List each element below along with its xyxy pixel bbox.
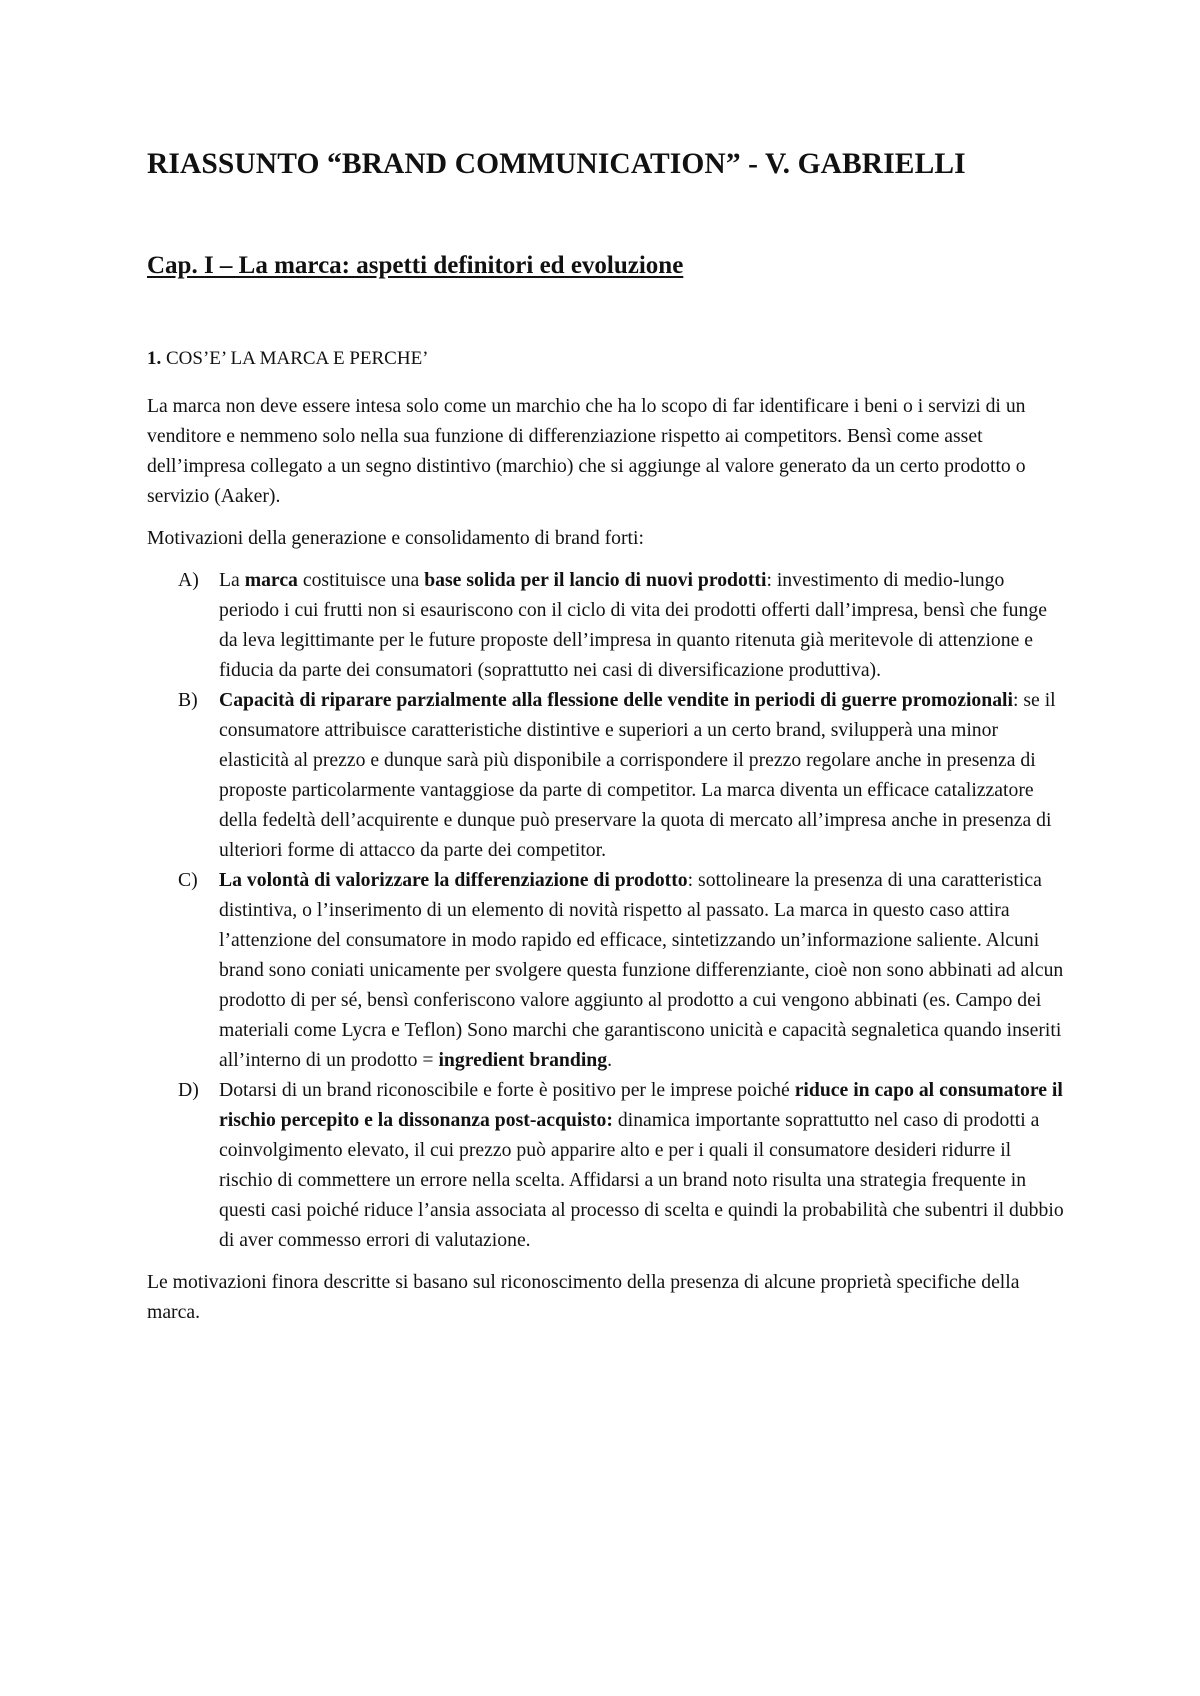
document-body: [147, 391, 1069, 1327]
closing-paragraph: Le motivazioni finora descritte si basano sul riconoscimento della presenza di alcune proprietà specifiche della marca.: [147, 1271, 1020, 1323]
motivations-lead: Motivazioni della generazione e consolidamento di brand forti:: [147, 527, 644, 549]
section-title: COS’E’ LA MARCA E PERCHE’: [161, 348, 429, 369]
item-bold-text: base solida per il lancio di nuovi prodotti: [424, 569, 767, 591]
section-heading: [147, 348, 429, 370]
item-text: .: [607, 1049, 613, 1071]
list-item: [178, 865, 1069, 1075]
motivations-list: [147, 565, 1069, 1255]
item-bold-text: Capacità di riparare parzialmente alla flessione delle vendite in periodi di guerre promozionali: [219, 689, 1013, 711]
list-item: [178, 565, 1069, 685]
item-text: costituisce una: [297, 569, 425, 591]
item-text: : se il consumatore attribuisce caratteristiche distintive e superiori a un certo brand, svilupperà una minor elasticità al prezzo e dunque sarà più disponibile a corrispondere il prezzo regolare anche in presenza di proposte particolarmente vantaggiose da parte di competitor. La marca diventa un efficace catalizzatore della fedeltà dell’acquirente e dunque può preservare la quota di mercato all’impresa anche in presenza di ulteriori forme di attacco da parte dei competitor.: [219, 689, 1056, 861]
section-number: 1.: [147, 348, 162, 369]
list-marker: B): [178, 689, 198, 711]
item-text: Dotarsi di un brand riconoscibile e forte è positivo per le imprese poiché: [219, 1079, 795, 1101]
intro-paragraph: La marca non deve essere intesa solo come un marchio che ha lo scopo di far identificare i beni o i servizi di un venditore e nemmeno solo nella sua funzione di differenziazione rispetto ai competitors. Bensì come asset dell’impresa collegato a un segno distintivo (marchio) che si aggiunge al valore generato da un certo prodotto o servizio (Aaker).: [147, 395, 1026, 507]
list-marker: D): [178, 1079, 199, 1101]
item-text: La: [219, 569, 245, 591]
list-marker: C): [178, 869, 198, 891]
chapter-heading: Cap. I – La marca: aspetti definitori ed evoluzione: [147, 252, 684, 279]
list-item: [178, 685, 1069, 865]
item-bold-text: riduce in capo al consumatore il rischio percepito e la dissonanza post-acquisto:: [219, 1079, 1063, 1131]
item-text: dinamica importante soprattutto nel caso di prodotti a coinvolgimento elevato, il cui prezzo può apparire alto e per i quali il consumatore desideri ridurre il rischio di commettere un errore nella scelta. Affidarsi a un brand noto risulta una strategia frequente in questi casi poiché riduce l’ansia associata al processo di scelta e quindi la probabilità che subentri il dubbio di aver commesso errori di valutazione.: [219, 1109, 1064, 1251]
item-bold-text: ingredient branding: [438, 1049, 608, 1071]
item-text: : sottolineare la presenza di una caratteristica distintiva, o l’inserimento di un elemento di novità rispetto al passato. La marca in questo caso attira l’attenzione del consumatore in modo rapido ed efficace, sintetizzando un’informazione saliente. Alcuni brand sono coniati unicamente per svolgere questa funzione differenziante, cioè non sono abbinati ad alcun prodotto di per sé, bensì conferiscono valore aggiunto al prodotto a cui vengono abbinati (es. Campo dei materiali come Lycra e Teflon) Sono marchi che garantiscono unicità e capacità segnaletica quando inseriti all’interno di un prodotto =: [219, 869, 1064, 1071]
item-bold-text: marca: [244, 569, 298, 591]
item-text: : investimento di medio-lungo periodo i cui frutti non si esauriscono con il ciclo di vita dei prodotti offerti dall’impresa, bensì che funge da leva legittimante per le future proposte dell’impresa in quanto ritenuta già meritevole di attenzione e fiducia da parte dei consumatori (soprattutto nei casi di diversificazione produttiva).: [219, 569, 1047, 681]
list-item: [178, 1075, 1069, 1255]
list-marker: A): [178, 569, 199, 591]
item-bold-text: La volontà di valorizzare la differenziazione di prodotto: [219, 869, 688, 891]
document-title: RIASSUNTO “BRAND COMMUNICATION” - V. GABRIELLI: [147, 148, 966, 180]
